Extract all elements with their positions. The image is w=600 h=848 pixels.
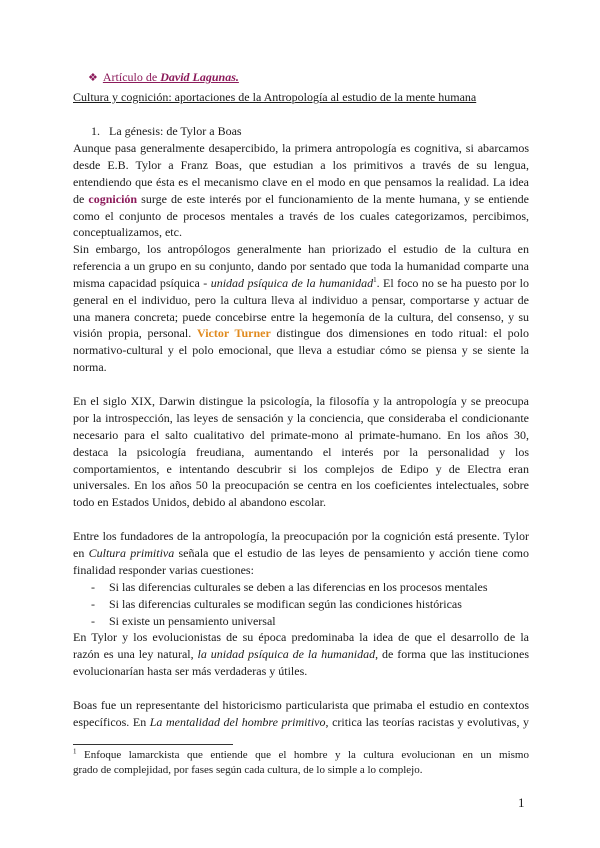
paragraph-line: conceptualizamos, etc. [73, 225, 182, 239]
list-item: - Si las diferencias culturales se deben a las diferencias en los procesos mentales [91, 580, 488, 594]
paragraph-line: todo en Estados Unidos, debido al abandono escolar. [73, 495, 326, 509]
author-link[interactable]: Artículo de David Lagunas. [102, 70, 239, 84]
footnote-divider [73, 744, 233, 745]
paragraph-line: finalidad responder varias cuestiones: [73, 563, 254, 577]
paragraph-line: Boas fue un representante del historicismo particularista que primaba el estudio en contextos [73, 698, 529, 712]
article-attribution [88, 69, 544, 87]
paragraph-line: visión propia, personal. Victor Turner distingue dos dimensiones en todo ritual: el polo [73, 326, 529, 340]
paragraph-line: desde E.B. Tylor a Franz Boas, que estudian a los primitivos a través de su lengua, [73, 158, 529, 172]
footnote-line: $^1$ Enfoque lamarckista que entiende que el hombre y la cultura evolucionan en un mismo [73, 747, 529, 761]
diamond-bullet-icon: ❖ [88, 72, 98, 84]
paragraph-line: como el conjunto de procesos mentales a través de los cuales categorizamos, percibimos, [73, 209, 529, 223]
dash-bullet: - [91, 580, 95, 594]
paragraph-line: evolucionarían hasta ser más verdaderas y útiles. [73, 664, 308, 678]
list-item: - Si existe un pensamiento universal [91, 614, 276, 628]
italic-title: Cultura primitiva [88, 546, 175, 560]
paragraph-line: general en el individuo, pero la cultura lleva al individuo a pensar, comportarse y actuar de [73, 293, 529, 307]
page-number: 1 [518, 795, 525, 810]
list-item: - Si las diferencias culturales se modifican según las condiciones históricas [91, 597, 462, 611]
paragraph-line: En Tylor y los evolucionistas de su época predominaba la idea de que el desarrollo de la [73, 630, 529, 644]
paragraph-line: universales. En los años 50 la preocupación se centra en los coeficientes intelectuales, sobre [73, 478, 529, 492]
keyword-victor-turner: Victor Turner [197, 326, 271, 340]
footnote-line: grado de complejidad, por fases según cada cultura, de lo simple a lo complejo. [73, 764, 423, 776]
paragraph-line: referencia a un grupo en su conjunto, dando por sentado que toda la humanidad comparte una [73, 259, 529, 273]
footnote-ref: 1 [373, 276, 377, 284]
italic-term: unidad psíquica de la humanidad [210, 276, 374, 290]
paragraph-line: comportamientos, e intentando descubrir si los complejos de Edipo y de Electra eran [73, 462, 529, 476]
paragraph-line: razón es una ley natural, la unidad psíquica de la humanidad, de forma que las instituciones [73, 647, 529, 661]
paragraph-line: una manera concreta; puede concebirse entre la hegemonía de la cultura, del consenso, y su [73, 310, 529, 324]
paragraph-line: en Cultura primitiva señala que el estudio de las leyes de pensamiento y acción tiene como [73, 546, 530, 560]
dash-bullet: - [91, 597, 95, 611]
paragraph-line: específicos. En La mentalidad del hombre primitivo, critica las teorías racistas y evolutivas, y [73, 715, 529, 729]
paragraph-line: Aunque pasa generalmente desapercibido, la primera antropología es cognitiva, si abarcamos [73, 141, 529, 155]
paragraph-line: Sin embargo, los antropólogos generalmente han priorizado el estudio de la cultura en [73, 242, 529, 256]
italic-title: La mentalidad del hombre primitivo [149, 715, 326, 729]
paragraph-line: destaca la psicología freudiana, aumentando el interés por la personalidad y los [73, 445, 529, 459]
paragraph-line: En el siglo XIX, Darwin distingue la psicología, la filosofía y la antropología y se preocupa [73, 394, 529, 408]
paragraph-line: norma. [73, 360, 107, 374]
paragraph-line: Entre los fundadores de la antropología, la preocupación por la cognición está presente. Tylor [73, 529, 529, 543]
article-subtitle: Cultura y cognición: aportaciones de la Antropología al estudio de la mente humana [73, 90, 477, 104]
footnote-mark: 1 [73, 747, 77, 756]
paragraph-line: por la introspección, las leyes de sensación y la conciencia, que consideraba el condicionante [73, 411, 529, 425]
section-heading: 1. La génesis: de Tylor a Boas [91, 124, 242, 138]
paragraph-line: de cognición surge de este interés por el funcionamiento de la mente humana, y se entiende [73, 192, 529, 206]
dash-bullet: - [91, 614, 95, 628]
paragraph-line: entendiendo que ésta es el mecanismo clave en el modo en que pensamos la realidad. La idea [73, 175, 529, 189]
paragraph-line: normativo-cultural y el polo emocional, que lleva a estudiar cómo se piensa y se siente la [73, 343, 529, 357]
paragraph-line: necesario para el salto cualitativo del primate-mono al primate-humano. En los años 30, [73, 428, 529, 442]
italic-term: la unidad psíquica de la humanidad [197, 647, 376, 661]
keyword-cognicion: cognición [88, 192, 138, 206]
paragraph-line: misma capacidad psíquica - unidad psíquica de la humanidad$^1$. El foco no se ha puesto por lo [73, 276, 529, 290]
